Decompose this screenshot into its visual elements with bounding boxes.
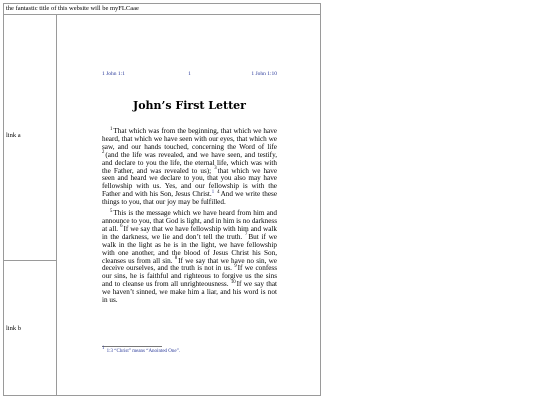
verse-number: 7 <box>244 232 248 238</box>
sidebar <box>4 15 57 395</box>
verse-number: 2 <box>102 150 105 156</box>
verse-text: that which we have seen and heard we declare to you, that you also may have fellowship with us. Yes, and our fellowship is with the Father and with his Son, Jesus Christ. <box>102 166 278 199</box>
verse-number: 6 <box>120 224 123 230</box>
page-frame <box>3 3 321 396</box>
verse-number: 9 <box>234 264 237 270</box>
verse-text: (and the life was revealed, and we have seen, and testify, and declare to you the life, the eternal life, which was with the Father, and was revealed to us); <box>102 150 277 175</box>
running-head <box>102 71 277 79</box>
verse-text: That which was from the beginning, that which we have heard, that which we have seen with our eyes, that which we saw, and our hands touched, concerning the Word of life <box>102 127 277 151</box>
verse-number: 8 <box>174 256 178 262</box>
sidebar-cell-b <box>4 261 56 395</box>
verse-number: 5 <box>110 208 113 214</box>
running-head-right: 1 John 1:10 <box>251 71 277 77</box>
sidebar-link-b[interactable]: link b <box>6 325 21 332</box>
footnote-reference[interactable]: 1 <box>211 189 215 195</box>
footnote-mark[interactable]: 1 <box>102 346 105 352</box>
verse-number: 10 <box>230 279 236 285</box>
paragraph-2 <box>102 210 277 305</box>
footnote-text: 1:3 “Christ” means “Anointed One”. <box>106 349 181 354</box>
book-content <box>57 15 320 395</box>
verse-text: If we say that we haven’t sinned, we make him a liar, and his word is not in us. <box>102 280 278 305</box>
verse-text: If we confess our sins, he is faithful and righteous to forgive us the sins and to cleanse us from all unrighteousness. <box>102 264 277 289</box>
verse-number: 4 <box>217 189 220 195</box>
footnote <box>102 346 277 354</box>
footnote-divider <box>102 346 162 347</box>
scripture-text <box>102 128 277 308</box>
verse-text: If we say that we have fellowship with him and walk in the darkness, we lie and don’t tell the truth. <box>102 224 277 241</box>
verse-text: If we say that we have no sin, we deceive ourselves, and the truth is not in us. <box>102 256 277 273</box>
chapter-title: John’s First Letter <box>133 99 246 112</box>
page-title: the fantastic title of this website will be myFLCaae <box>4 4 320 15</box>
verse-number: 3 <box>214 166 217 172</box>
verse-text: And we write these things to you, that our joy may be fulfilled. <box>102 190 278 207</box>
verse-text: This is the message which we have heard from him and announce to you, that God is light, and in him is no darkness at all. <box>102 209 277 233</box>
paragraph-1 <box>102 128 277 207</box>
verse-text: But if we walk in the light as he is in the light, we have fellowship with one another, and the blood of Jesus Christ his Son, cleanses us from all sin. <box>102 232 277 265</box>
running-head-page-number: 1 <box>188 71 191 77</box>
running-head-left: 1 John 1:1 <box>102 71 125 77</box>
sidebar-cell-a <box>4 15 56 261</box>
sidebar-link-a[interactable]: link a <box>6 132 21 139</box>
verse-number: 1 <box>110 126 113 132</box>
